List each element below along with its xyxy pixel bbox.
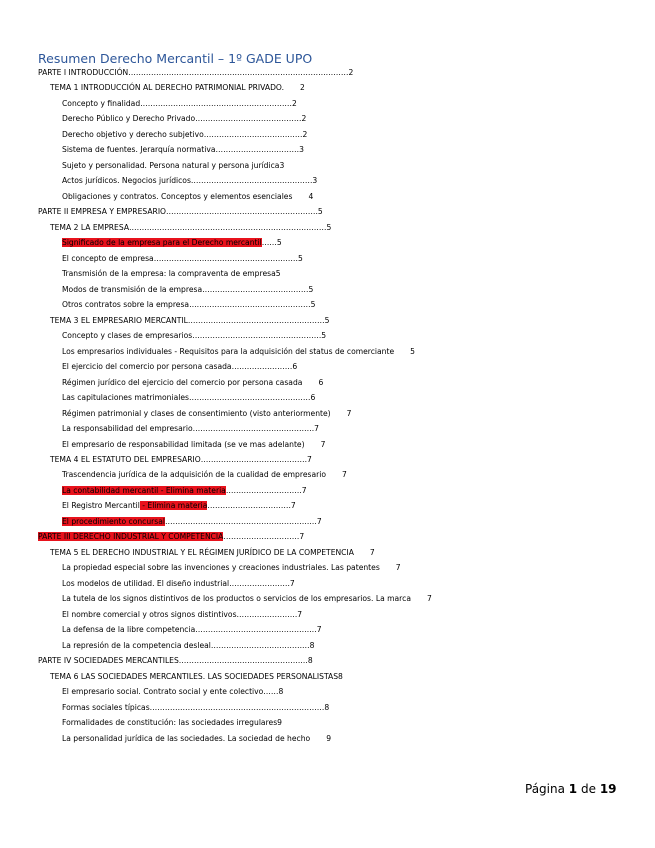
toc-page-number: 2	[302, 129, 308, 139]
toc-topic-entry[interactable]	[50, 83, 305, 93]
current-page: 1	[568, 782, 578, 796]
toc-entry-text: PARTE IV SOCIEDADES MERCANTILES	[38, 656, 179, 666]
toc-entry-text: TEMA 5 EL DERECHO INDUSTRIAL Y EL RÉGIMEN JURÍDICO DE LA COMPETENCIA	[50, 547, 354, 557]
toc-leader: ……………………………………………………	[140, 98, 293, 108]
toc-leader: ……………………………………………………	[165, 516, 317, 526]
toc-section-entry[interactable]	[62, 517, 322, 527]
toc-section-entry[interactable]	[62, 641, 314, 651]
toc-entry-text: El ejercicio del comercio por persona casada	[62, 362, 232, 372]
toc-page-number: 7	[320, 439, 326, 449]
total-pages: 19	[599, 782, 617, 796]
toc-section-entry[interactable]	[62, 161, 284, 171]
toc-page-number: 3	[312, 176, 318, 186]
toc-entry-text: Las capitulaciones matrimoniales	[62, 393, 189, 403]
toc-page-number: 5	[297, 253, 303, 263]
toc-topic-entry[interactable]	[50, 223, 331, 233]
toc-entry-highlight: - Elimina materia	[139, 501, 208, 511]
toc-page-number: 5	[321, 331, 327, 341]
toc-page-number: 7	[369, 547, 375, 557]
toc-page-number: 6	[318, 377, 324, 387]
toc-leader: ……………………………………………	[192, 331, 322, 341]
toc-page-number: 7	[426, 594, 432, 604]
document-title: Resumen Derecho Mercantil – 1º GADE UPO	[38, 51, 313, 66]
toc-page-number: 7	[395, 563, 401, 573]
toc-topic-entry[interactable]	[50, 316, 329, 326]
toc-page-number: 5	[310, 300, 316, 310]
toc-entry-text: PARTE III DERECHO INDUSTRIAL Y COMPETENCIA	[38, 532, 224, 542]
toc-entry-text: TEMA 4 EL ESTATUTO DEL EMPRESARIO	[50, 455, 201, 464]
toc-entry-text: Sujeto y personalidad. Persona natural y persona jurídica	[62, 160, 280, 170]
toc-entry-text: El empresario social. Contrato social y ente colectivo	[62, 687, 264, 697]
toc-leader: ……………………………………………………	[166, 207, 318, 217]
toc-entry-text: Régimen patrimonial y clases de consentimiento (visto anteriormente)	[62, 408, 331, 418]
page-sep: de	[580, 782, 596, 796]
toc-section-entry[interactable]	[62, 331, 326, 341]
toc-topic-entry[interactable]	[50, 548, 375, 558]
toc-leader: …………………………………………	[190, 176, 313, 186]
toc-section-entry[interactable]	[62, 625, 322, 635]
toc-section-entry[interactable]	[62, 99, 297, 109]
toc-page-number: 2	[348, 68, 354, 77]
toc-entry-text: Formalidades de constitución: las sociedades irregulares	[62, 718, 278, 728]
toc-page-number: 5	[317, 207, 323, 217]
toc-section-entry[interactable]	[62, 362, 297, 372]
toc-section-entry[interactable]	[62, 718, 282, 728]
toc-leader: …………………………………………	[195, 625, 317, 635]
toc-entry-text: La responsabilidad del empresario	[62, 424, 193, 434]
toc-page-number: 2	[300, 83, 305, 93]
toc-part-entry[interactable]	[38, 68, 353, 78]
toc-entry-text: Actos jurídicos. Negocios jurídicos	[62, 176, 191, 186]
toc-entry-text: La represión de la competencia desleal	[62, 640, 211, 650]
page-label: Página	[525, 782, 565, 796]
toc-part-entry[interactable]	[38, 207, 323, 217]
toc-section-entry[interactable]	[62, 501, 296, 511]
toc-section-entry[interactable]	[62, 347, 415, 357]
toc-leader: ……………………	[231, 362, 293, 372]
toc-leader: ……………………………………	[200, 455, 308, 464]
toc-page-number: 9	[326, 733, 332, 743]
toc-section-entry[interactable]	[62, 378, 323, 388]
toc-section-entry[interactable]	[62, 254, 303, 264]
toc-leader: ……………………………………………………………………………	[128, 68, 349, 77]
toc-entry-text: Obligaciones y contratos. Conceptos y elementos esenciales	[62, 191, 293, 201]
toc-part-entry[interactable]	[38, 532, 304, 542]
toc-section-entry[interactable]	[62, 440, 325, 450]
toc-page-number: 8	[307, 656, 313, 666]
toc-page-number: 6	[310, 393, 316, 403]
toc-leader: ……………………………	[215, 145, 300, 155]
toc-entry-text: PARTE II EMPRESA Y EMPRESARIO	[38, 207, 167, 217]
toc-page-number: 7	[341, 470, 347, 480]
toc-part-entry[interactable]	[38, 656, 313, 666]
toc-leader: ……………………………	[207, 501, 291, 511]
toc-page-number: 5	[275, 269, 281, 279]
toc-leader: ……………………………………	[202, 284, 309, 294]
toc-leader: …………………………………………	[192, 424, 315, 434]
toc-leader: …………………………	[225, 485, 302, 495]
toc-section-entry[interactable]	[62, 269, 281, 279]
toc-entry-text: Sistema de fuentes. Jerarquía normativa	[62, 145, 216, 155]
toc-section-entry[interactable]	[62, 192, 313, 202]
toc-page-number: 3	[279, 160, 285, 170]
toc-leader: …………………………………………………	[153, 253, 298, 263]
toc-entry-text: TEMA 3 EL EMPRESARIO MERCANTIL	[50, 315, 188, 325]
toc-section-entry[interactable]	[62, 610, 302, 620]
toc-entry-text: La personalidad jurídica de las sociedades. La sociedad de hecho	[62, 733, 311, 743]
toc-entry-text: El nombre comercial y otros signos distintivos	[62, 609, 237, 619]
toc-section-entry[interactable]	[62, 145, 304, 155]
toc-entry-text: Concepto y finalidad	[62, 98, 141, 108]
toc-page-number: 5	[276, 238, 282, 248]
toc-entry-text: Otros contratos sobre la empresa	[62, 300, 190, 310]
toc-entry-text: El Registro Mercantil	[62, 501, 140, 511]
toc-leader: …………………………………	[210, 640, 310, 650]
toc-leader: ……	[263, 687, 279, 697]
toc-leader: ……………………	[236, 609, 298, 619]
toc-topic-entry[interactable]	[50, 455, 312, 465]
toc-page-number: 2	[292, 98, 297, 108]
toc-section-entry[interactable]	[62, 393, 315, 403]
toc-leader: …………………………	[223, 532, 300, 542]
toc-section-entry[interactable]	[62, 238, 282, 248]
toc-page-number: 7	[290, 501, 296, 511]
toc-entry-text: La propiedad especial sobre las invenciones y creaciones industriales. Las patentes	[62, 563, 380, 573]
toc-section-entry[interactable]	[62, 687, 283, 697]
toc-page-number: 4	[308, 191, 314, 201]
toc-entry-text: Formas sociales típicas	[62, 702, 150, 712]
toc-page-number: 7	[307, 455, 312, 464]
toc-page-number: 8	[338, 671, 343, 681]
toc-leader: …………………………………………	[189, 300, 311, 310]
toc-entry-text: Concepto y clases de empresarios	[62, 331, 193, 341]
toc-leader: ……………………………………………	[178, 656, 308, 666]
toc-leader: ……………………	[229, 578, 290, 588]
toc-leader: ……………………………………	[195, 114, 302, 124]
toc-page-number: 5	[324, 315, 330, 325]
toc-page-number: 8	[278, 687, 284, 697]
toc-page-number: 5	[308, 284, 314, 294]
toc-section-entry[interactable]	[62, 114, 306, 124]
toc-section-entry[interactable]	[62, 409, 351, 419]
toc-entry-text: El procedimiento concursal	[62, 516, 166, 526]
toc-page-number: 8	[309, 640, 315, 650]
toc-page-number: 6	[292, 362, 298, 372]
toc-section-entry[interactable]	[62, 470, 347, 480]
toc-section-entry[interactable]	[62, 579, 295, 589]
toc-section-entry[interactable]	[62, 424, 319, 434]
toc-entry-text: Significado de la empresa para el Derecho mercantil	[62, 238, 262, 248]
toc-entry-text: Los empresarios individuales - Requisitos para la adquisición del status de comerciante	[62, 346, 395, 356]
toc-page-number: 8	[324, 702, 330, 712]
toc-entry-text: Modos de transmisión de la empresa	[62, 284, 203, 294]
toc-section-entry[interactable]	[62, 176, 317, 186]
toc-page-number: 7	[301, 485, 307, 495]
toc-entry-text: La contabilidad mercantil - Elimina materia	[62, 485, 226, 495]
toc-leader: …………………………………………	[188, 393, 311, 403]
toc-entry-text: La defensa de la libre competencia	[62, 625, 196, 635]
toc-leader: ………………………………………………	[187, 315, 325, 325]
toc-page-number: 7	[316, 516, 322, 526]
toc-page-number: 3	[299, 145, 304, 155]
page-footer	[525, 782, 617, 796]
toc-page-number: 7	[316, 625, 322, 635]
toc-entry-text: TEMA 1 INTRODUCCIÓN AL DERECHO PATRIMONIAL PRIVADO.	[50, 83, 285, 93]
toc-page-number: 7	[297, 609, 303, 619]
toc-leader: …………………………………	[203, 129, 303, 139]
toc-entry-text: Derecho objetivo y derecho subjetivo	[62, 129, 204, 139]
toc-page-number: 7	[289, 578, 295, 588]
toc-section-entry[interactable]	[62, 594, 432, 604]
toc-entry-text: PARTE I INTRODUCCIÓN	[38, 68, 129, 77]
toc-section-entry[interactable]	[62, 486, 307, 496]
toc-entry-text: El empresario de responsabilidad limitada (se ve mas adelante)	[62, 439, 305, 449]
toc-entry-text: Los modelos de utilidad. El diseño industrial	[62, 578, 230, 588]
toc-section-entry[interactable]	[62, 300, 315, 310]
toc-section-entry[interactable]	[62, 703, 329, 713]
toc-entry-text: Trascendencia jurídica de la adquisición de la cualidad de empresario	[62, 470, 326, 480]
toc-entry-text: Régimen jurídico del ejercicio del comercio por persona casada	[62, 377, 303, 387]
toc-page-number: 7	[346, 408, 352, 418]
toc-leader: ……………………………………………………………	[149, 702, 325, 712]
toc-entry-text: Derecho Público y Derecho Privado	[62, 114, 196, 124]
toc-leader: ……………………………………………………………………	[129, 222, 327, 232]
toc-section-entry[interactable]	[62, 130, 307, 140]
toc-page-number: 9	[277, 718, 283, 728]
toc-section-entry[interactable]	[62, 563, 401, 573]
toc-section-entry[interactable]	[62, 734, 331, 744]
toc-page-number: 5	[326, 222, 332, 232]
toc-entry-text: TEMA 2 LA EMPRESA	[50, 222, 130, 232]
toc-page-number: 5	[410, 346, 415, 356]
toc-entry-text: Transmisión de la empresa: la compraventa de empresa	[62, 269, 276, 279]
toc-section-entry[interactable]	[62, 285, 313, 295]
toc-page-number: 7	[314, 424, 319, 434]
toc-topic-entry[interactable]	[50, 672, 343, 682]
toc-page-number: 7	[299, 532, 305, 542]
toc-entry-text: El concepto de empresa	[62, 253, 154, 263]
toc-leader: ……	[261, 238, 277, 248]
toc-entry-text: La tutela de los signos distintivos de los productos o servicios de los empresarios. La marca	[62, 594, 411, 604]
toc-page-number: 2	[301, 114, 307, 124]
toc-entry-text: TEMA 6 LAS SOCIEDADES MERCANTILES. LAS SOCIEDADES PERSONALISTAS	[50, 671, 339, 681]
